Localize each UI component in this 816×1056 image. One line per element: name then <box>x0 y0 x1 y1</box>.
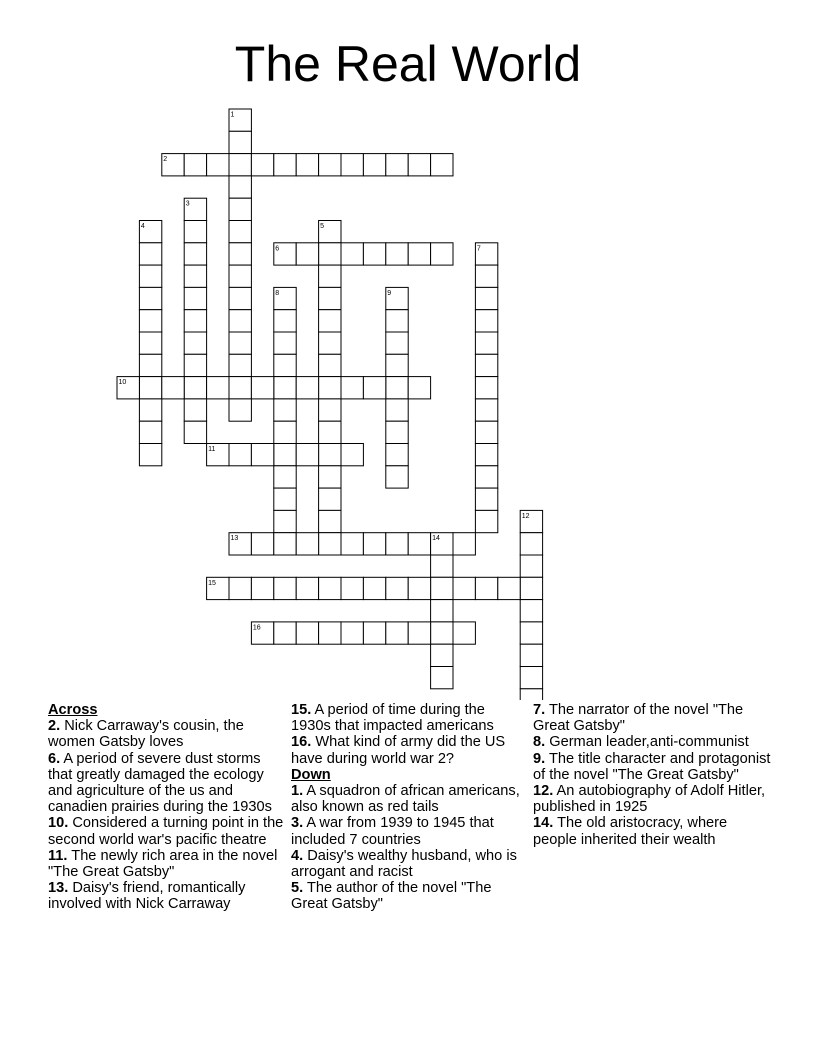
cell-number: 9 <box>387 289 392 297</box>
grid-cell[interactable] <box>341 533 363 555</box>
cell-number: 7 <box>476 245 481 253</box>
cell-number: 8 <box>275 289 280 297</box>
grid-cell[interactable] <box>386 577 408 599</box>
grid-cell[interactable] <box>229 221 251 243</box>
clue-across-15 <box>291 702 525 734</box>
grid-cell[interactable] <box>431 622 453 644</box>
grid-cell[interactable] <box>229 354 251 376</box>
grid-cell[interactable] <box>229 310 251 332</box>
cell-number: 6 <box>275 245 280 253</box>
grid-cell[interactable] <box>319 399 341 421</box>
cell-number: 1 <box>230 111 235 119</box>
grid-cell[interactable] <box>296 577 318 599</box>
grid-cell[interactable] <box>274 488 296 510</box>
grid-cell[interactable] <box>363 377 385 399</box>
grid-cell[interactable] <box>319 154 341 176</box>
grid-cell[interactable] <box>184 332 206 354</box>
clue-number: 6. <box>48 750 61 767</box>
cell-number: 12 <box>521 512 530 520</box>
grid-cell[interactable] <box>431 644 453 666</box>
grid-cell[interactable] <box>139 399 161 421</box>
grid-cell[interactable] <box>453 577 475 599</box>
grid-cell[interactable] <box>274 622 296 644</box>
grid-cell[interactable] <box>453 533 475 555</box>
grid-cell[interactable] <box>229 377 251 399</box>
grid-cell[interactable] <box>274 533 296 555</box>
grid-cell[interactable] <box>184 310 206 332</box>
grid-cell[interactable] <box>274 399 296 421</box>
clue-text: Daisy's wealthy husband, who is arrogant and racist <box>291 847 517 881</box>
grid-cell[interactable] <box>184 377 206 399</box>
cell-number: 3 <box>185 200 190 208</box>
grid-cell[interactable] <box>229 399 251 421</box>
grid-cell[interactable] <box>520 689 542 700</box>
grid-cell[interactable] <box>386 154 408 176</box>
grid-cell[interactable] <box>475 488 497 510</box>
grid-cell[interactable] <box>319 287 341 309</box>
grid-cell[interactable] <box>319 243 341 265</box>
grid-cell[interactable] <box>386 354 408 376</box>
clue-down-14 <box>533 815 771 847</box>
grid-cell[interactable] <box>386 466 408 488</box>
grid-cell[interactable] <box>363 154 385 176</box>
across-heading: Across <box>48 702 98 718</box>
grid-cell[interactable] <box>274 332 296 354</box>
clue-text: The title character and protagonist of the novel "The Great Gatsby" <box>533 750 771 783</box>
grid-cell[interactable] <box>274 354 296 376</box>
grid-cell[interactable] <box>386 533 408 555</box>
grid-cell[interactable] <box>363 533 385 555</box>
grid-cell[interactable] <box>229 265 251 287</box>
grid-cell[interactable] <box>139 377 161 399</box>
grid-cell[interactable] <box>229 332 251 354</box>
grid-cell[interactable] <box>139 354 161 376</box>
grid-cell[interactable] <box>229 198 251 220</box>
clue-number: 10. <box>48 815 69 832</box>
grid-cell[interactable] <box>139 287 161 309</box>
grid-cell[interactable] <box>229 176 251 198</box>
cell-number: 11 <box>208 446 216 453</box>
grid-cell[interactable] <box>341 622 363 644</box>
grid-cell[interactable] <box>341 154 363 176</box>
cell-number: 16 <box>252 624 261 632</box>
grid-cell[interactable] <box>184 399 206 421</box>
grid-cell[interactable] <box>319 377 341 399</box>
grid-cell[interactable] <box>363 577 385 599</box>
clue-number: 13. <box>48 880 69 897</box>
clue-number: 9. <box>533 750 546 767</box>
grid-cell[interactable] <box>319 488 341 510</box>
cell-number: 4 <box>140 223 145 230</box>
grid-cell[interactable] <box>139 310 161 332</box>
grid-cell[interactable] <box>251 377 273 399</box>
grid-cell[interactable] <box>296 622 318 644</box>
grid-cell[interactable] <box>475 510 497 532</box>
grid-cell[interactable] <box>520 600 542 622</box>
cell-number: 2 <box>163 156 168 164</box>
clue-across-10 <box>48 815 284 847</box>
clue-down-12 <box>533 783 771 815</box>
grid-cell[interactable] <box>386 332 408 354</box>
grid-cell[interactable] <box>229 577 251 599</box>
grid-cell[interactable] <box>363 622 385 644</box>
grid-cell[interactable] <box>386 622 408 644</box>
grid-cell[interactable] <box>363 243 385 265</box>
grid-cell[interactable] <box>274 310 296 332</box>
grid-cell[interactable] <box>139 265 161 287</box>
grid-cell[interactable] <box>341 377 363 399</box>
grid-cell[interactable] <box>229 444 251 466</box>
grid-cell[interactable] <box>341 444 363 466</box>
grid-cell[interactable] <box>251 444 273 466</box>
grid-cell[interactable] <box>162 377 184 399</box>
grid-cell[interactable] <box>184 287 206 309</box>
clue-number: 8. <box>533 734 546 751</box>
grid-cell[interactable] <box>520 555 542 577</box>
clue-text: The author of the novel "The Great Gatsby" <box>291 880 492 913</box>
grid-cell[interactable] <box>251 577 273 599</box>
clue-text: The newly rich area in the novel "The Great Gatsby" <box>48 847 278 881</box>
grid-cell[interactable] <box>274 577 296 599</box>
grid-cell[interactable] <box>319 332 341 354</box>
grid-cell[interactable] <box>229 154 251 176</box>
grid-cell[interactable] <box>229 243 251 265</box>
clue-number: 16. <box>291 734 312 751</box>
grid-cell[interactable] <box>229 131 251 153</box>
clue-text: What kind of army did the US have during world war 2? <box>291 734 506 767</box>
grid-cell[interactable] <box>520 667 542 689</box>
clue-number: 15. <box>291 702 312 718</box>
grid-cell[interactable] <box>319 466 341 488</box>
clue-text: German leader,anti-communist <box>549 734 749 751</box>
clue-column-3 <box>533 702 771 848</box>
clue-number: 7. <box>533 702 546 718</box>
grid-cell[interactable] <box>319 354 341 376</box>
grid-cell[interactable] <box>475 577 497 599</box>
grid-cell[interactable] <box>386 310 408 332</box>
clue-number: 3. <box>291 815 304 832</box>
clue-number: 5. <box>291 880 304 897</box>
grid-cell[interactable] <box>431 600 453 622</box>
grid-cell[interactable] <box>251 533 273 555</box>
grid-cell[interactable] <box>184 265 206 287</box>
grid-cell[interactable] <box>184 421 206 443</box>
grid-cell[interactable] <box>453 622 475 644</box>
grid-cell[interactable] <box>475 421 497 443</box>
grid-cell[interactable] <box>341 577 363 599</box>
grid-cell[interactable] <box>296 533 318 555</box>
clue-text: Considered a turning point in the second world war's pacific theatre <box>48 815 284 848</box>
grid-cell[interactable] <box>386 421 408 443</box>
clue-across-2 <box>48 718 284 750</box>
grid-cell[interactable] <box>184 354 206 376</box>
grid-cell[interactable] <box>520 644 542 666</box>
cell-number: 14 <box>432 535 440 543</box>
grid-cell[interactable] <box>296 154 318 176</box>
clue-across-13 <box>48 880 284 912</box>
clue-across-6 <box>48 751 284 816</box>
grid-cell[interactable] <box>207 377 229 399</box>
grid-cell[interactable] <box>296 243 318 265</box>
clue-text: A war from 1939 to 1945 that included 7 countries <box>291 815 494 848</box>
clue-text: Nick Carraway's cousin, the women Gatsby loves <box>48 718 244 751</box>
grid-cell[interactable] <box>475 265 497 287</box>
grid-cell[interactable] <box>274 154 296 176</box>
clue-down-9 <box>533 751 771 783</box>
cell-number: 5 <box>320 223 325 230</box>
grid-cell[interactable] <box>475 466 497 488</box>
clue-number: 2. <box>48 718 61 735</box>
grid-cell[interactable] <box>251 154 273 176</box>
grid-cell[interactable] <box>475 310 497 332</box>
cell-number: 10 <box>118 379 127 387</box>
cell-number: 13 <box>230 535 239 543</box>
clue-across-16 <box>291 734 525 766</box>
grid-cell[interactable] <box>498 577 520 599</box>
grid-cell[interactable] <box>139 444 161 466</box>
grid-cell[interactable] <box>475 444 497 466</box>
grid-cell[interactable] <box>274 466 296 488</box>
clue-text: A squadron of african americans, also known as red tails <box>291 783 520 816</box>
clue-text: A period of severe dust storms that greatly damaged the ecology and agriculture of the us and canadien prairies during the 1930s <box>48 750 272 816</box>
clue-across-11 <box>48 848 284 880</box>
clue-column-1 <box>48 702 284 913</box>
grid-cell[interactable] <box>139 243 161 265</box>
clue-column-2 <box>291 702 525 913</box>
clue-number: 14. <box>533 815 554 832</box>
grid-cell[interactable] <box>386 444 408 466</box>
grid-cell[interactable] <box>296 444 318 466</box>
grid-cell[interactable] <box>341 243 363 265</box>
grid-cell[interactable] <box>408 533 430 555</box>
clue-down-8 <box>533 734 771 750</box>
grid-cell[interactable] <box>408 577 430 599</box>
clue-text: A period of time during the 1930s that impacted americans <box>291 702 494 735</box>
grid-cell[interactable] <box>520 577 542 599</box>
clue-text: An autobiography of Adolf Hitler, published in 1925 <box>533 783 766 816</box>
grid-cell[interactable] <box>139 421 161 443</box>
grid-cell[interactable] <box>408 622 430 644</box>
grid-cell[interactable] <box>431 577 453 599</box>
clue-text: The old aristocracy, where people inherited their wealth <box>533 815 728 848</box>
grid-cell[interactable] <box>139 332 161 354</box>
grid-cell[interactable] <box>319 533 341 555</box>
grid-cell[interactable] <box>475 399 497 421</box>
clue-number: 4. <box>291 847 304 864</box>
grid-cell[interactable] <box>274 444 296 466</box>
grid-cell[interactable] <box>431 154 453 176</box>
cell-number: 15 <box>208 579 216 587</box>
clue-down-5 <box>291 880 525 912</box>
grid-cell[interactable] <box>319 577 341 599</box>
grid-cell[interactable] <box>431 555 453 577</box>
clue-down-3 <box>291 815 525 847</box>
down-heading: Down <box>291 766 331 783</box>
grid-cell[interactable] <box>431 243 453 265</box>
page-title: The Real World <box>234 36 582 92</box>
grid-cell[interactable] <box>475 332 497 354</box>
clue-text: The narrator of the novel "The Great Gatsby" <box>533 702 744 735</box>
grid-cell[interactable] <box>184 154 206 176</box>
grid-cell[interactable] <box>520 533 542 555</box>
grid-cell[interactable] <box>520 622 542 644</box>
clue-number: 1. <box>291 783 304 800</box>
grid-cell[interactable] <box>274 377 296 399</box>
grid-cell[interactable] <box>184 243 206 265</box>
grid-cell[interactable] <box>274 510 296 532</box>
grid-cell[interactable] <box>431 667 453 689</box>
grid-cell[interactable] <box>408 377 430 399</box>
clue-down-4 <box>291 848 525 880</box>
grid-cell[interactable] <box>408 154 430 176</box>
grid-cell[interactable] <box>475 377 497 399</box>
grid-cell[interactable] <box>475 354 497 376</box>
grid-cell[interactable] <box>386 243 408 265</box>
clue-down-1 <box>291 783 525 815</box>
grid-cell[interactable] <box>319 265 341 287</box>
grid-cell[interactable] <box>319 421 341 443</box>
clue-text: Daisy's friend, romantically involved with Nick Carraway <box>48 880 246 913</box>
grid-cell[interactable] <box>296 377 318 399</box>
grid-cell[interactable] <box>475 287 497 309</box>
grid-cell[interactable] <box>386 399 408 421</box>
grid-cell[interactable] <box>386 377 408 399</box>
grid-cell[interactable] <box>184 221 206 243</box>
grid-cell[interactable] <box>229 287 251 309</box>
grid-cell[interactable] <box>319 510 341 532</box>
clue-number: 12. <box>533 783 554 800</box>
grid-cell[interactable] <box>319 622 341 644</box>
clue-down-7 <box>533 702 771 734</box>
clue-number: 11. <box>48 847 68 864</box>
grid-cell[interactable] <box>319 444 341 466</box>
grid-cell[interactable] <box>319 310 341 332</box>
grid-cell[interactable] <box>274 421 296 443</box>
grid-cell[interactable] <box>207 154 229 176</box>
grid-cell[interactable] <box>408 243 430 265</box>
